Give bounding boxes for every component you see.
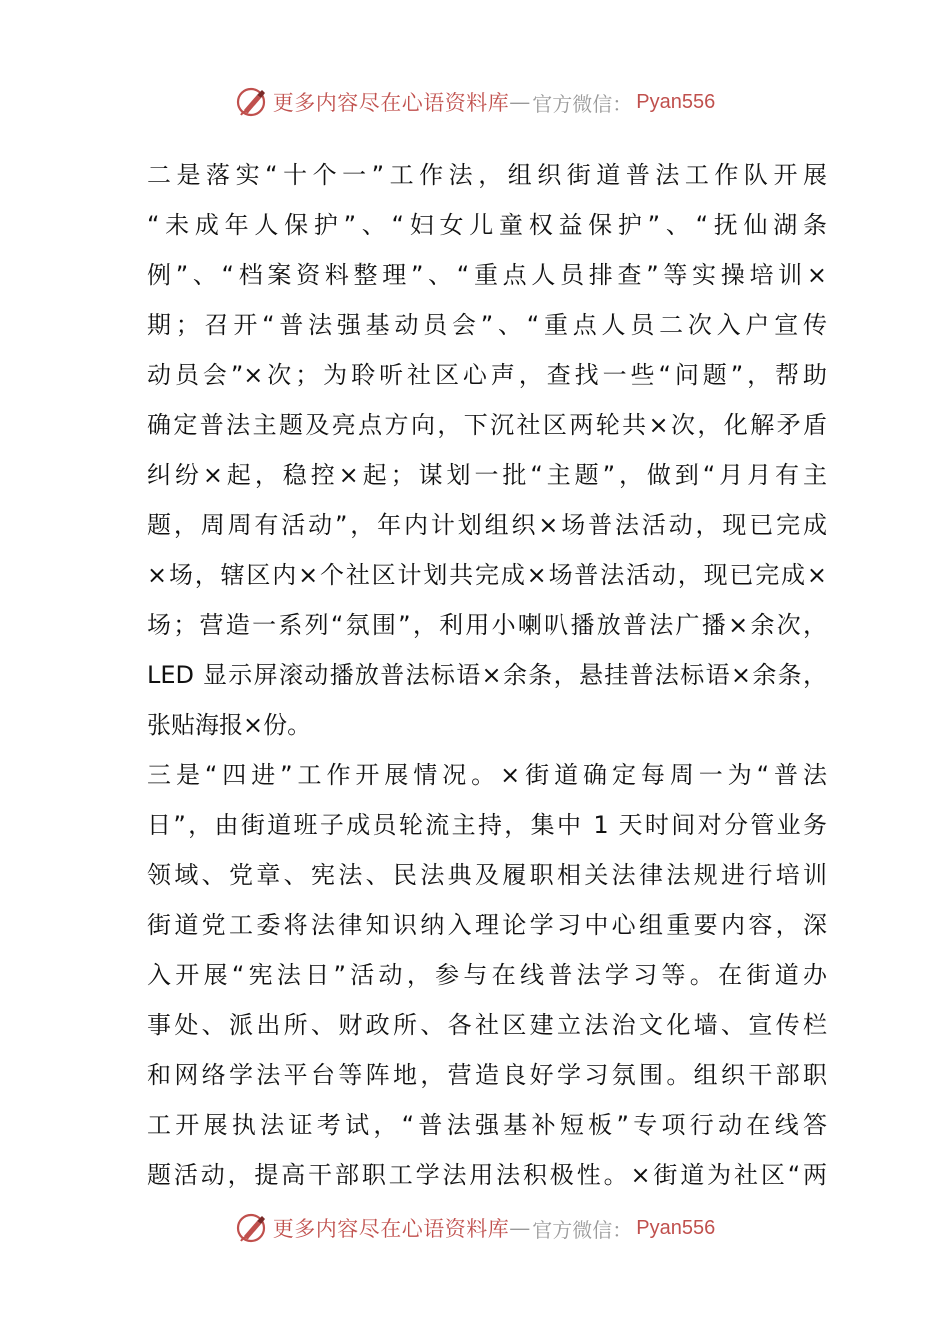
body-line: 领域、党章、宪法、民法典及履职相关法律法规进行培训 (147, 861, 827, 889)
body-line: 纠纷×起，稳控×起；谋划一批“主题”，做到“月月有主 (147, 461, 827, 489)
document-body (147, 150, 827, 1200)
footer-title: 更多内容尽在心语资料库 (272, 1217, 510, 1241)
body-line: 动员会”×次；为聆听社区心声，查找一些“问题”，帮助 (147, 361, 827, 389)
header-wechat-label: 官方微信： (532, 91, 633, 116)
body-line: “未成年人保护”、“妇女儿童权益保护”、“抚仙湖条 (147, 211, 827, 239)
body-line: 题，周周有活动”，年内计划组织×场普法活动，现已完成 (147, 511, 827, 539)
body-line: 和网络学法平台等阵地，营造良好学习氛围。组织干部职 (147, 1061, 827, 1089)
body-line: 三是“四进”工作开展情况。×街道确定每周一为“普法 (147, 761, 827, 789)
body-line: 期；召开“普法强基动员会”、“重点人员二次入户宣传 (147, 311, 827, 339)
header-separator: — (509, 90, 531, 114)
body-line: 场；营造一系列“氛围”，利用小喇叭播放普法广播×余次， (147, 611, 827, 639)
header-banner (0, 82, 950, 122)
body-line: 事处、派出所、财政所、各社区建立法治文化墙、宣传栏 (147, 1011, 827, 1039)
body-line: 日”，由街道班子成员轮流主持，集中 1 天时间对分管业务 (147, 811, 827, 839)
body-line: 例”、“档案资料整理”、“重点人员排查”等实操培训× (147, 261, 827, 289)
body-line: 工开展执法证考试，“普法强基补短板”专项行动在线答 (147, 1111, 827, 1139)
body-line: 确定普法主题及亮点方向，下沉社区两轮共×次，化解矛盾 (147, 411, 827, 439)
body-line: 张贴海报×份。 (147, 711, 312, 739)
header-title: 更多内容尽在心语资料库 (272, 91, 510, 115)
body-line: 题活动，提高干部职工学法用法积极性。×街道为社区“两 (147, 1161, 827, 1189)
footer-wechat-id: Pyan556 (636, 1216, 716, 1239)
footer-wechat-label: 官方微信： (532, 1217, 633, 1242)
header-wechat-id: Pyan556 (636, 90, 716, 113)
footer-banner (0, 1208, 950, 1248)
body-line: 入开展“宪法日”活动，参与在线普法学习等。在街道办 (147, 961, 827, 989)
body-line: 二是落实“十个一”工作法，组织街道普法工作队开展 (147, 161, 827, 189)
brush-pen-logo-icon (235, 1211, 269, 1245)
body-line: ×场，辖区内×个社区计划共完成×场普法活动，现已完成× (147, 561, 827, 589)
brush-pen-logo-icon (235, 85, 269, 119)
footer-separator: — (509, 1216, 531, 1240)
body-line: LED 显示屏滚动播放普法标语×余条，悬挂普法标语×余条， (147, 661, 827, 689)
body-line: 街道党工委将法律知识纳入理论学习中心组重要内容，深 (147, 911, 827, 939)
